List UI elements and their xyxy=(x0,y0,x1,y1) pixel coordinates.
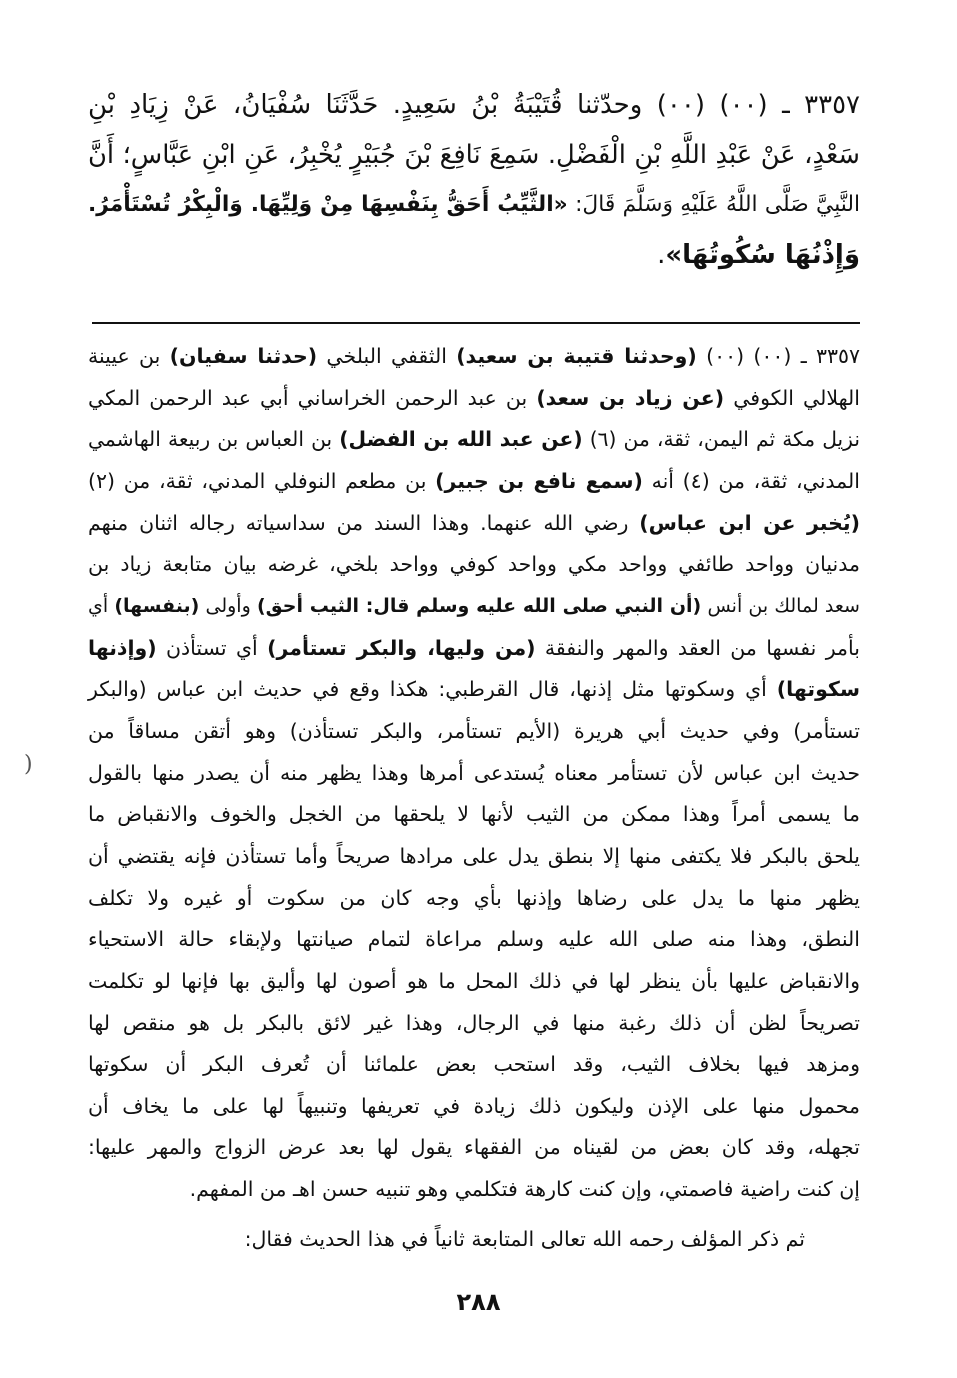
hadith-line xyxy=(88,230,860,280)
commentary-line xyxy=(88,753,860,795)
text-segment: بأمر نفسها من العقد والمهر والنفقة xyxy=(535,635,860,660)
text-segment: تصريحاً لظن أن ذلك رغبة منها في الرجال، وهذا غير لائق بالبكر بل هو منقص لها xyxy=(88,1010,860,1035)
text-segment: أي xyxy=(88,594,115,617)
text-segment: أي وسكوتها مثل إذنها، قال القرطبي: هكذا وقع في حديث ابن عباس (والبكر xyxy=(88,677,777,702)
text-segment: حديث ابن عباس لأن تستأمر معناه يُستدعى أمرها وهذا يظهر منه أن يصدر منها بالقول xyxy=(88,760,860,785)
text-segment: نزيل مكة ثم اليمن، ثقة، من (٦) xyxy=(582,427,860,452)
commentary-line xyxy=(88,1127,860,1169)
bold-text-segment: (وإذنها xyxy=(88,635,157,660)
hadith-line xyxy=(88,130,860,180)
bold-text-segment: «الثَّيِّبُ أَحَقُّ بِنَفْسِهَا مِنْ وَلِيِّهَا. وَالْبِكْرُ تُسْتَأْمَرُ. xyxy=(88,192,568,217)
text-segment: بن مطعم النوفلي المدني، ثقة، من (٢) xyxy=(88,468,436,493)
commentary-line xyxy=(88,669,860,711)
commentary-line xyxy=(88,1169,860,1211)
commentary-line xyxy=(88,503,860,545)
text-segment: النَّبِيَّ صَلَّى اللَّهُ عَلَيْهِ وَسَلَّمَ قَالَ: xyxy=(567,192,860,217)
text-segment: الثقفي البلخي xyxy=(317,344,457,368)
footnote-divider-rule xyxy=(92,322,860,324)
commentary-line xyxy=(88,961,860,1003)
text-segment: ومزهد فيها بخلاف الثيب، وقد استحب بعض علمائنا أن تُعرف البكر أن سكوتها xyxy=(88,1052,860,1077)
text-segment: ما يسمى أمراً وهذا ممكن من الثيب لأنها لا يلحقها من الخجل والخوف والانقباض ما xyxy=(88,802,860,827)
commentary-line xyxy=(88,878,860,920)
margin-mark: ) xyxy=(24,752,33,777)
text-segment: مدنيان وواحد طائفي وواحد مكي وواحد كوفي وواحد بلخي، غرضه بيان متابعة زياد بن xyxy=(88,552,860,577)
commentary-line xyxy=(88,378,860,420)
bold-text-segment: سكوتها) xyxy=(776,677,860,702)
text-segment: بن عيينة xyxy=(88,344,170,368)
text-segment: أي تستأذن xyxy=(156,635,268,660)
text-segment: يلحق بالبكر فلا يكتفى منها إلا بنطق يدل على مرادها صريحاً وأما تستأذن فإنه يقتضي أن xyxy=(88,843,860,868)
commentary-line xyxy=(88,711,860,753)
commentary-line xyxy=(88,1003,860,1045)
text-segment: سَعْدٍ، عَنْ عَبْدِ اللَّهِ بْنِ الْفَضْلِ. سَمِعَ نَافِعَ بْنَ جُبَيْرٍ يُخْبِرُ، عَنِ ابْنِ عَبَّاسٍ؛ أَنَّ xyxy=(88,140,860,170)
text-segment: محمول منها على الإذن وليكون ذلك زيادة في تعريفها وتنبيهاً لها على ما يخاف أن xyxy=(88,1093,860,1118)
hadith-line xyxy=(88,180,860,230)
commentary-line xyxy=(88,419,860,461)
commentary-block xyxy=(88,336,860,1211)
text-segment: بن عبد الرحمن الخراساني أبي عبد الرحمن المكي xyxy=(88,385,537,410)
commentary-line xyxy=(88,1044,860,1086)
commentary-line xyxy=(88,586,860,628)
bold-text-segment: (عن عبد الله بن الفضل) xyxy=(339,427,583,452)
bold-text-segment: (من وليها، والبكر تستأمر) xyxy=(267,635,536,660)
commentary-line xyxy=(88,1086,860,1128)
bold-text-segment: (بنفسها) xyxy=(114,594,200,617)
text-segment: . xyxy=(657,240,666,270)
commentary-line xyxy=(88,794,860,836)
bold-text-segment: (سمع نافع بن جبير) xyxy=(435,468,643,493)
text-segment: تجهله، وقد كان بعض من لقيناه من الفقهاء يقول لها بعد عرض الزواج والمهر عليها: xyxy=(88,1135,860,1160)
commentary-line xyxy=(88,919,860,961)
text-segment: بن العباس بن ربيعة الهاشمي xyxy=(88,427,340,452)
commentary-line xyxy=(88,461,860,503)
text-segment: الهلالي الكوفي xyxy=(724,385,860,410)
bold-text-segment: وَإِذْنُهَا سُكُوتُهَا» xyxy=(665,240,860,270)
commentary-line xyxy=(88,836,860,878)
text-segment: ٣٣٥٧ ـ (٠٠) (٠٠) وحدّثنا قُتَيْبَةُ بْنُ سَعِيدٍ. حَدَّثَنَا سُفْيَانُ، عَنْ زِيَادِ بْنِ xyxy=(88,90,860,120)
commentary-line xyxy=(88,544,860,586)
text-segment: يظهر منها ما يدل على رضاها وإذنها بأي وجه كان من سكوت أو غيره ولا تكلف xyxy=(88,885,860,910)
hadith-line xyxy=(88,80,860,130)
text-segment: وأولى xyxy=(199,594,257,617)
text-segment: والانقباض عليها بأن ينظر لها في ذلك المحل ما هو أصون لها وأليق بها فإنها لو تكلمت xyxy=(88,968,860,993)
text-segment: إن كنت راضية فاصمتي، وإن كنت كارهة فتكلمي وهو تنبيه حسن اهـ من المفهم. xyxy=(189,1177,860,1202)
text-segment: سعد لمالك بن أنس xyxy=(701,594,860,617)
bold-text-segment: (أن النبي صلى الله عليه وسلم قال: الثيب أحق) xyxy=(256,594,702,617)
closing-line: ثم ذكر المؤلف رحمه الله تعالى المتابعة ثانياً في هذا الحديث فقال: xyxy=(244,1227,805,1251)
text-segment: تستأمر) وفي حديث أبي هريرة (الأيم تستأمر، والبكر تستأذن) وهو أتقن مساقاً من xyxy=(88,718,860,743)
hadith-text-block xyxy=(88,80,860,280)
bold-text-segment: (حدثنا سفيان) xyxy=(169,344,318,368)
bold-text-segment: (يُخبر عن ابن عباس) xyxy=(639,510,860,535)
bold-text-segment: (وحدثنا قتيبة بن سعيد) xyxy=(456,344,697,368)
text-segment: المدني، ثقة، من (٤) أنه xyxy=(642,468,860,493)
text-segment: ٣٣٥٧ ـ (٠٠) (٠٠) xyxy=(696,344,861,368)
commentary-line xyxy=(88,336,860,378)
commentary-line xyxy=(88,628,860,670)
text-segment: رضي الله عنهما. وهذا السند من سداسياته رجاله اثنان منهم xyxy=(88,510,640,535)
bold-text-segment: (عن زياد بن سعد) xyxy=(536,385,725,410)
page-number: ٢٨٨ xyxy=(456,1288,501,1316)
text-segment: النطق، وهذا منه صلى الله عليه وسلم مراعاة لتمام صيانتها ولإبقاء حالة الاستحياء xyxy=(88,927,860,952)
